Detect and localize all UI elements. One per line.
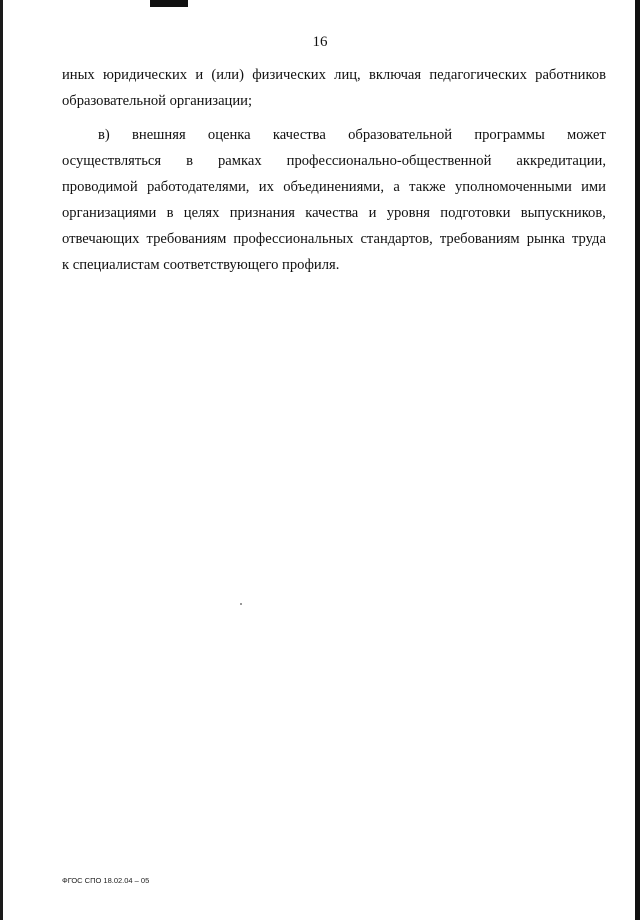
document-footer-code: ФГОС СПО 18.02.04 – 05	[62, 876, 150, 885]
word: организациями	[62, 205, 157, 221]
word: профессионально-общественной	[286, 153, 492, 169]
paragraph-2-line-3	[62, 174, 606, 200]
paragraph-2-line-4	[62, 200, 606, 226]
word: выпускников,	[520, 205, 606, 221]
word: требованиям	[439, 231, 520, 247]
paragraph-1-line-2: образовательной организации;	[62, 93, 253, 109]
word: объединениями,	[283, 179, 384, 195]
scan-border-left	[0, 0, 3, 920]
word: уполномоченными	[455, 179, 572, 195]
word: оценка	[207, 127, 251, 143]
word: уровня	[386, 205, 430, 221]
word: целях	[183, 205, 220, 221]
word: внешняя	[132, 127, 186, 143]
word: профессиональных	[233, 231, 354, 247]
word: работников	[535, 67, 606, 83]
word: требованиям	[146, 231, 227, 247]
paragraph-2-line-2	[62, 148, 606, 174]
word: их	[258, 179, 274, 195]
scan-border-right	[635, 0, 640, 920]
body-text	[62, 62, 606, 278]
word: юридических	[102, 67, 188, 83]
scan-mark-top	[150, 0, 188, 7]
word: в	[166, 205, 174, 221]
word: в	[186, 153, 193, 169]
word: и	[368, 205, 377, 221]
paragraph-2-line-1	[62, 122, 606, 148]
word: аккредитации,	[516, 153, 606, 169]
word: в)	[98, 127, 110, 143]
word: а	[393, 179, 400, 195]
word: подготовки	[440, 205, 511, 221]
word: рынка	[526, 231, 565, 247]
scan-speck	[240, 603, 242, 605]
word: ими	[581, 179, 606, 195]
word: осуществляться	[62, 153, 162, 169]
word: (или)	[211, 67, 244, 83]
word: и	[195, 67, 204, 83]
word: работодателями,	[147, 179, 250, 195]
word: физических	[252, 67, 326, 83]
word: отвечающих	[62, 231, 140, 247]
page-number: 16	[312, 34, 328, 50]
word: образовательной	[348, 127, 453, 143]
word: признания	[229, 205, 295, 221]
word: может	[567, 127, 606, 143]
paragraph-2-line-6: к специалистам соответствующего профиля.	[62, 257, 340, 273]
word: стандартов,	[360, 231, 433, 247]
paragraph-1-line-1	[62, 62, 606, 88]
paragraph-2-line-5	[62, 226, 606, 252]
word: труда	[572, 231, 606, 247]
word: лиц,	[334, 67, 361, 83]
word: качества	[305, 205, 359, 221]
word: педагогических	[429, 67, 527, 83]
word: качества	[272, 127, 326, 143]
word: иных	[62, 67, 95, 83]
word: программы	[474, 127, 545, 143]
word: проводимой	[62, 179, 138, 195]
word: включая	[368, 67, 422, 83]
word: также	[409, 179, 446, 195]
word: рамках	[218, 153, 262, 169]
paragraph-gap	[62, 114, 606, 122]
